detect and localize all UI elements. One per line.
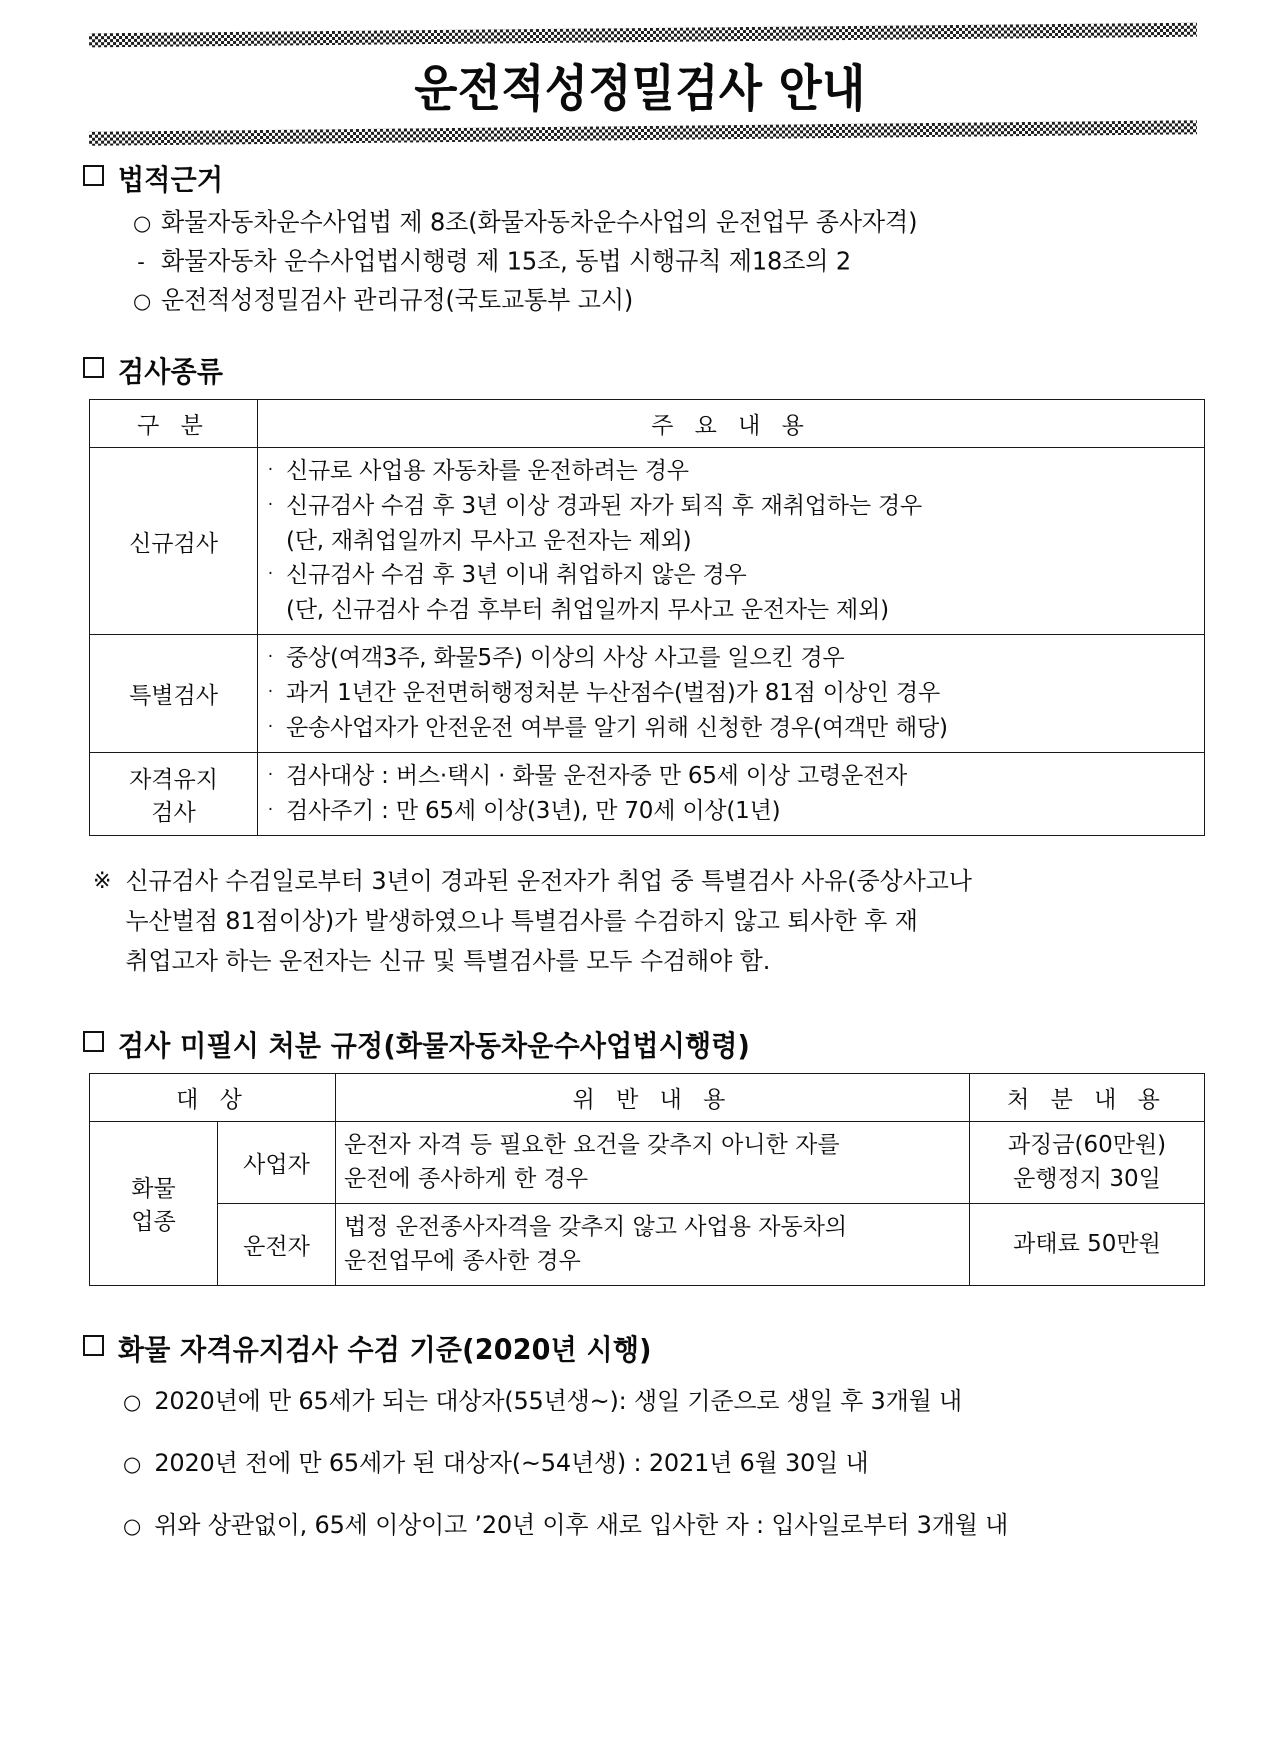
group-label-line2: 업종: [131, 1209, 176, 1236]
dot-bullet-icon: ·: [267, 800, 274, 821]
detail-line-list: [266, 759, 1196, 829]
group-label-line1: 화물: [131, 1176, 176, 1203]
square-bullet-icon: [83, 1031, 104, 1052]
detail-text: 신규검사 수검 후 3년 이상 경과된 자가 퇴직 후 재취업하는 경우: [286, 492, 922, 519]
detail-line: [266, 759, 1196, 794]
violation-line: 운전에 종사하게 한 경우: [344, 1166, 589, 1193]
bullet-marker-circle-icon: ○: [123, 1451, 142, 1476]
legal-basis-list: [75, 203, 1205, 320]
dot-bullet-icon: ·: [267, 647, 274, 668]
document-content: [75, 140, 1205, 1543]
page-title: 운전적성정밀검사 안내: [414, 60, 866, 118]
note-body: [125, 862, 971, 981]
detail-line: [266, 711, 1196, 746]
column-header-details: 주 요 내 용: [258, 399, 1205, 447]
table-row: [90, 1121, 1205, 1203]
detail-line: [266, 524, 1196, 559]
violation-line: 운전자 자격 등 필요한 요건을 갖추지 아니한 자를: [344, 1131, 840, 1158]
cell-disposition: [970, 1203, 1205, 1285]
detail-line: [266, 489, 1196, 524]
list-item-text: 화물자동차 운수사업법시행령 제 15조, 동법 시행규칙 제18조의 2: [161, 246, 852, 276]
cell-violation: [336, 1121, 970, 1203]
cell-exam-details: [258, 753, 1205, 836]
list-item-text: 2020년에 만 65세가 되는 대상자(55년생~): 생일 기준으로 생일 후 3개월 내: [154, 1386, 962, 1415]
dot-bullet-icon: ·: [267, 765, 274, 786]
dot-bullet-icon: ·: [267, 564, 274, 585]
asterisk-note-icon: ※: [93, 869, 112, 895]
list-item: [123, 1507, 1205, 1543]
cell-exam-details: [258, 635, 1205, 753]
bullet-marker-circle-icon: ○: [133, 211, 152, 235]
table-row: [90, 635, 1205, 753]
disposition-line: 과징금(60만원): [1007, 1131, 1167, 1158]
detail-line: [266, 641, 1196, 676]
bullet-marker-circle-icon: ○: [123, 1389, 142, 1414]
detail-text: 과거 1년간 운전면허행정처분 누산점수(벌점)가 81점 이상인 경우: [286, 680, 940, 707]
dot-bullet-icon: ·: [267, 682, 274, 703]
column-header-category: 구 분: [90, 399, 258, 447]
cell-exam-type-line2: 검사: [151, 800, 196, 827]
table-header-row: [90, 1073, 1205, 1121]
table-row: [90, 1203, 1205, 1285]
column-header-subject: 대 상: [90, 1073, 336, 1121]
column-header-violation: 위 반 내 용: [336, 1073, 970, 1121]
detail-line: [266, 593, 1196, 628]
criteria-2020-list: [75, 1383, 1205, 1543]
detail-line-list: [266, 641, 1196, 746]
section-heading-criteria-2020: [83, 1328, 1205, 1367]
disposition-line: 운행정지 30일: [1013, 1166, 1161, 1193]
column-header-disposition: 처 분 내 용: [970, 1073, 1205, 1121]
title-container: [75, 42, 1205, 124]
detail-line: [266, 454, 1196, 489]
dot-bullet-icon: ·: [267, 494, 274, 515]
cell-exam-type: 특별검사: [90, 635, 258, 753]
cell-disposition: [970, 1121, 1205, 1203]
dot-bullet-icon: ·: [267, 459, 274, 480]
table-header-row: [90, 399, 1205, 447]
penalty-table: [89, 1073, 1205, 1286]
violation-line: 법정 운전종사자격을 갖추지 않고 사업용 자동차의: [344, 1213, 848, 1240]
cell-exam-type-line1: 자격유지: [129, 767, 218, 794]
square-bullet-icon: [83, 357, 104, 378]
table-row: [90, 447, 1205, 635]
violation-line: 운전업무에 종사한 경우: [344, 1248, 581, 1275]
note-line: 누산벌점 81점이상)가 발생하였으나 특별검사를 수검하지 않고 퇴사한 후 재: [125, 906, 918, 935]
detail-text: 신규로 사업용 자동차를 운전하려는 경우: [286, 457, 689, 484]
disposition-line: 과태료 50만원: [1013, 1230, 1161, 1257]
bullet-marker-circle-icon: ○: [123, 1513, 142, 1538]
list-item: [133, 281, 1205, 320]
list-item: [133, 242, 1205, 281]
cell-exam-details: [258, 447, 1205, 635]
note-line: 신규검사 수검일로부터 3년이 경과된 운전자가 취업 중 특별검사 사유(중상사고나: [125, 867, 972, 896]
document-header: [75, 0, 1205, 140]
list-item-text: 위와 상관없이, 65세 이상이고 ’20년 이후 새로 입사한 자 : 입사일로부터 3개월 내: [154, 1510, 1009, 1539]
detail-line: [266, 676, 1196, 711]
cell-exam-type: [90, 753, 258, 836]
exam-types-table: [89, 399, 1205, 837]
detail-text: 검사대상 : 버스·택시 · 화물 운전자중 만 65세 이상 고령운전자: [286, 763, 908, 790]
list-item: [133, 203, 1205, 242]
list-item-text: 화물자동차운수사업법 제 8조(화물자동차운수사업의 운전업무 종사자격): [161, 207, 918, 237]
square-bullet-icon: [83, 1335, 104, 1356]
section-heading-exam-types: [83, 350, 1205, 389]
section-title-legal-basis: 법적근거: [118, 164, 224, 198]
detail-text: 신규검사 수검 후 3년 이내 취업하지 않은 경우: [286, 562, 747, 589]
list-item: [123, 1445, 1205, 1481]
detail-text: 운송사업자가 안전운전 여부를 알기 위해 신청한 경우(여객만 해당): [286, 715, 948, 742]
detail-text: 검사주기 : 만 65세 이상(3년), 만 70세 이상(1년): [286, 798, 781, 825]
detail-text: (단, 재취업일까지 무사고 운전자는 제외): [286, 527, 692, 554]
dot-bullet-icon: ·: [267, 717, 274, 738]
table-row: [90, 753, 1205, 836]
cell-subject-driver: 운전자: [218, 1203, 336, 1285]
exam-types-note: [93, 862, 1205, 981]
section-heading-penalty: [83, 1024, 1205, 1063]
list-item-text: 운전적성정밀검사 관리규정(국토교통부 고시): [161, 285, 634, 315]
detail-text: (단, 신규검사 수검 후부터 취업일까지 무사고 운전자는 제외): [286, 597, 889, 624]
cell-industry-group: [90, 1121, 218, 1285]
section-heading-legal-basis: [83, 158, 1205, 197]
detail-line: [266, 794, 1196, 829]
cell-violation: [336, 1203, 970, 1285]
detail-line-list: [266, 454, 1196, 629]
list-item: [123, 1383, 1205, 1419]
note-line: 취업고자 하는 운전자는 신규 및 특별검사를 모두 수검해야 함.: [125, 946, 771, 975]
bullet-marker-dash-icon: -: [137, 249, 145, 274]
section-title-penalty: 검사 미필시 처분 규정(화물자동차운수사업법시행령): [118, 1029, 751, 1063]
detail-text: 중상(여객3주, 화물5주) 이상의 사상 사고를 일으킨 경우: [286, 645, 845, 672]
section-title-exam-types: 검사종류: [118, 355, 224, 389]
bullet-marker-circle-icon: ○: [133, 288, 152, 313]
detail-line: [266, 558, 1196, 593]
square-bullet-icon: [83, 165, 104, 186]
list-item-text: 2020년 전에 만 65세가 된 대상자(~54년생) : 2021년 6월 30일 내: [154, 1448, 869, 1477]
section-title-criteria-2020: 화물 자격유지검사 수검 기준(2020년 시행): [118, 1333, 652, 1367]
cell-exam-type: 신규검사: [90, 447, 258, 635]
cell-subject-operator: 사업자: [218, 1121, 336, 1203]
